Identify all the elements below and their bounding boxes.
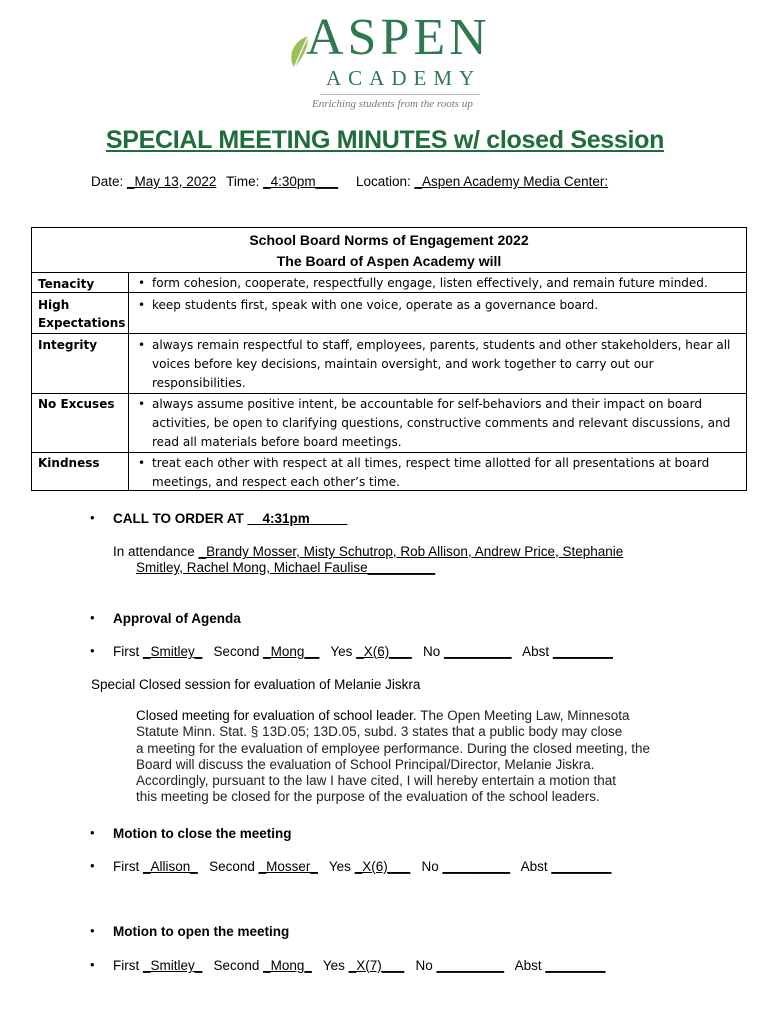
logo-tagline: Enriching students from the roots up <box>312 98 473 110</box>
norms-subtitle: The Board of Aspen Academy will <box>276 253 502 269</box>
norm-description: • treat each other with respect at all times, respect time allotted for all presentations at board meetings, and respect each other’s time. <box>138 456 710 489</box>
location-label: Location: <box>355 174 415 189</box>
bullet: • <box>90 923 95 938</box>
location-value: _Aspen Academy Media Center: <box>414 174 609 189</box>
closed-meeting-paragraph: Closed meeting for evaluation of school leader. The Open Meeting Law, Minnesota Statute Minn. Stat. § 13D.05; 13D.05, subd. 3 states that a public body may close a meeting for the evaluation of employee performance. During the closed meeting, the Board will discuss the evaluation of School Principal/Director, Melanie Jiskra. Accordingly, pursuant to the law I have cited, I will hereby entertain a motion that this meeting be closed for the purpose of the evaluation of the school leaders. <box>136 708 651 805</box>
norm-description: • always assume positive intent, be accountable for self-behaviors and their impact on board activities, be open to clarifying questions, constructive comments and relevant discussions, and read all materials before board meetings. <box>138 397 731 449</box>
norm-term: Kindness <box>38 456 100 470</box>
logo-rule <box>320 94 480 95</box>
meeting-meta <box>91 174 608 189</box>
document-title: SPECIAL MEETING MINUTES w/ closed Session <box>105 126 665 154</box>
special-closed-session: Special Closed session for evaluation of Melanie Jiskra <box>91 677 421 692</box>
row-divider <box>32 272 746 273</box>
bullet: • <box>90 825 95 840</box>
time-label: Time: <box>226 174 264 189</box>
attendance-line-2: Smitley, Rachel Mong, Michael Faulise_________ <box>136 560 436 575</box>
date-label: Date: <box>91 174 128 189</box>
logo-sub: ACADEMY <box>326 66 482 90</box>
closed-meeting-lead: Closed meeting for evaluation of school leader. <box>136 708 417 723</box>
norm-term: High Expectations <box>38 298 126 330</box>
time-value: _4:30pm___ <box>263 174 339 189</box>
bullet: • <box>90 858 95 873</box>
norm-term: No Excuses <box>38 397 115 411</box>
aspen-academy-logo <box>284 10 494 110</box>
norm-term: Tenacity <box>38 277 95 291</box>
row-divider <box>32 452 746 453</box>
vote-agenda: First _Smitley_ Second _Mong__ Yes _X(6)___ No _________ Abst ________ <box>113 644 613 659</box>
date-value: _May 13, 2022 <box>127 174 217 189</box>
attendance-line-1: In attendance _Brandy Mosser, Misty Schutrop, Rob Allison, Andrew Price, Stephanie <box>113 544 624 559</box>
row-divider <box>32 393 746 394</box>
norm-term: Integrity <box>38 338 98 352</box>
vote-close: First _Allison_ Second _Mosser_ Yes _X(6)___ No _________ Abst ________ <box>113 859 612 874</box>
norm-description: • always remain respectful to staff, employees, parents, students and other stakeholders, hear all voices before key decisions, maintain oversight, and work together to carry out our responsibilities. <box>138 338 731 390</box>
bullet: • <box>90 643 95 658</box>
norms-title: School Board Norms of Engagement 2022 <box>249 232 529 248</box>
bullet: • <box>90 957 95 972</box>
column-divider <box>128 272 129 490</box>
motion-to-close: Motion to close the meeting <box>113 826 292 841</box>
motion-to-open: Motion to open the meeting <box>113 924 290 939</box>
norms-table <box>31 227 747 491</box>
vote-open: First _Smitley_ Second _Mong_ Yes _X(7)___ No _________ Abst ________ <box>113 958 606 973</box>
norm-description: • form cohesion, cooperate, respectfully engage, listen effectively, and remain future minded. <box>138 276 708 290</box>
bullet: • <box>90 510 95 525</box>
norm-description: • keep students first, speak with one voice, operate as a governance board. <box>138 298 599 312</box>
row-divider <box>32 333 746 334</box>
approval-of-agenda: Approval of Agenda <box>113 611 241 626</box>
bullet: • <box>90 610 95 625</box>
call-to-order: CALL TO ORDER AT __4:31pm_____ <box>113 511 348 526</box>
call-to-order-time: __4:31pm_____ <box>247 511 348 526</box>
logo-name: ASPEN <box>306 9 491 66</box>
